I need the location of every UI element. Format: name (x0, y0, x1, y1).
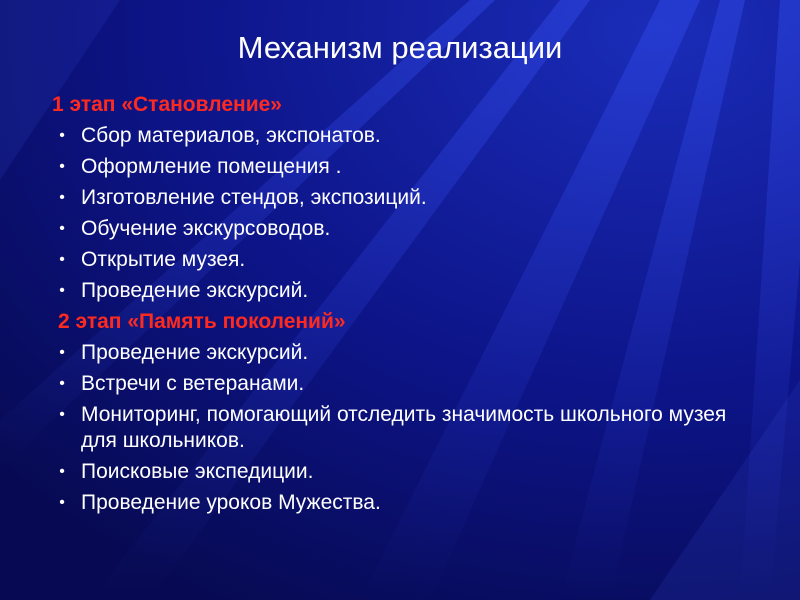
bullet-icon: • (59, 127, 65, 144)
list-item (52, 340, 752, 366)
list-item-text: Поисковые экспедиции. (81, 460, 314, 483)
list-item (52, 459, 752, 485)
list-item (52, 371, 752, 397)
bullet-icon: • (59, 251, 65, 268)
list-item-text: Оформление помещения . (81, 155, 342, 178)
stage1-heading: 1 этап «Становление» (52, 93, 282, 116)
bullet-icon: • (59, 406, 65, 423)
list-item (52, 247, 752, 273)
list-item (52, 402, 752, 454)
bullet-icon: • (59, 344, 65, 361)
bullet-icon: • (59, 494, 65, 511)
bullet-icon: • (59, 158, 65, 175)
bullet-icon: • (59, 375, 65, 392)
list-item-text: Обучение экскурсоводов. (81, 217, 331, 240)
list-item (52, 216, 752, 242)
list-item-text: Проведение экскурсий. (81, 279, 309, 302)
bullet-icon: • (59, 189, 65, 206)
list-item (52, 278, 752, 304)
list-item-text: Изготовление стендов, экспозиций. (81, 186, 427, 209)
list-item-text: Открытие музея. (81, 248, 246, 271)
bullet-icon: • (59, 282, 65, 299)
list-item (52, 123, 752, 149)
list-item-text: Проведение уроков Мужества. (81, 491, 381, 514)
list-item-text: Сбор материалов, экспонатов. (81, 124, 381, 147)
list-item-text: Встречи с ветеранами. (81, 372, 305, 395)
bullet-icon: • (59, 463, 65, 480)
list-item-text: Проведение экскурсий. (81, 341, 309, 364)
bullet-icon: • (59, 220, 65, 237)
list-item-text: Мониторинг, помогающий отследить значимость школьного музея для школьников. (81, 403, 727, 452)
list-item (52, 185, 752, 211)
list-item (52, 154, 752, 180)
slide-title: Механизм реализации (237, 30, 563, 65)
stage2-heading: 2 этап «Память поколений» (58, 310, 346, 333)
list-item (52, 490, 752, 516)
slide-content (52, 92, 752, 521)
